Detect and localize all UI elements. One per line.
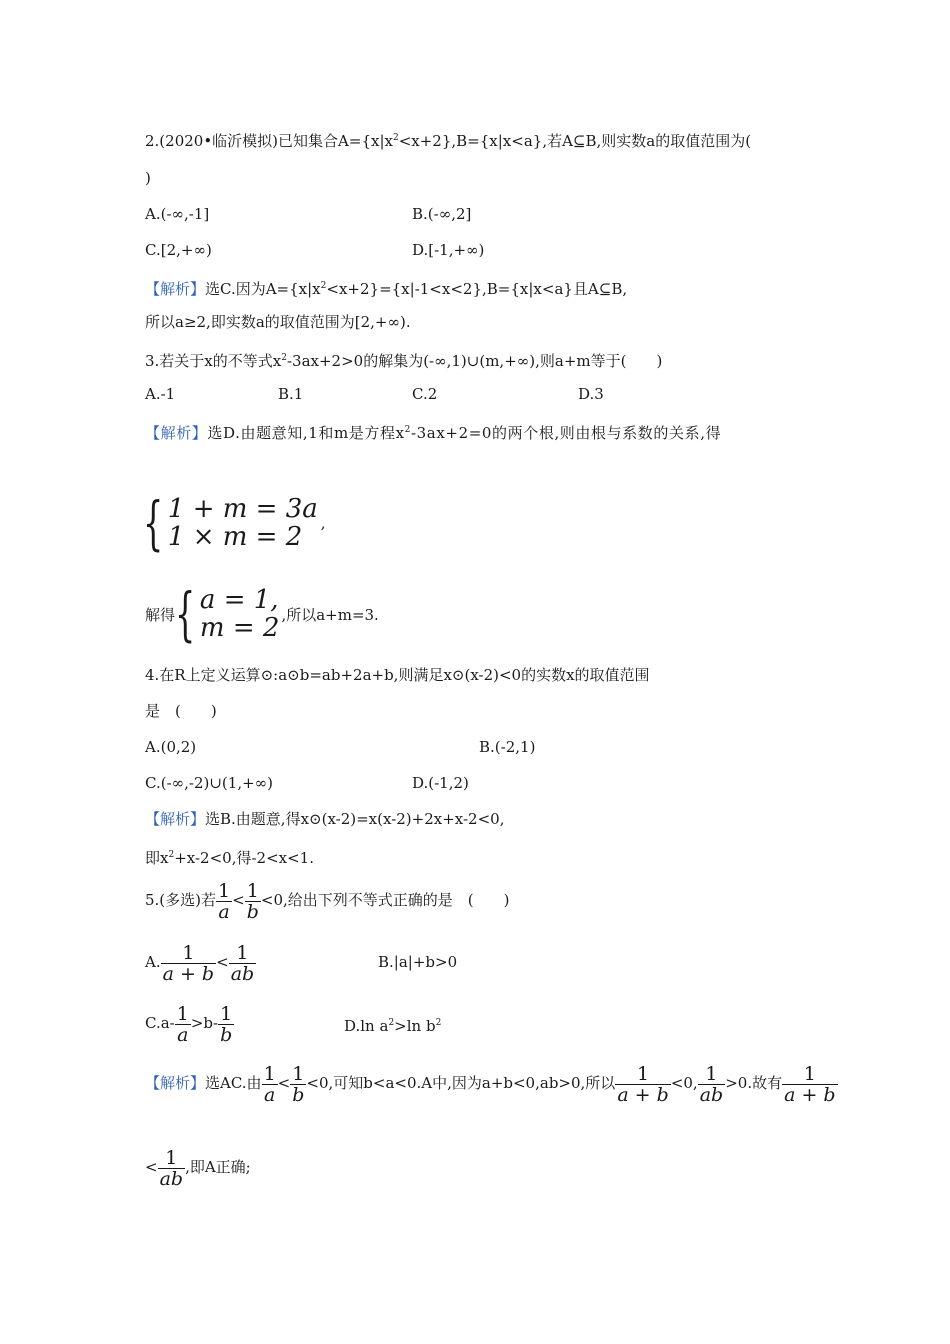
q2-stem: 2.(2020•临沂模拟)已知集合$A=\{x|x^2<x+2\},B=\{x|x<a\}$,若A⊆B,则实数a的取值范围为( — [145, 132, 752, 150]
q2-option-d: D.[-1,+∞) — [412, 241, 485, 259]
equation-system-2-line: 解得 { a = 1, m = 2 ,所以a+m=3. — [145, 580, 379, 648]
q4-option-b: B.(-2,1) — [479, 738, 536, 756]
jiexi-tag: 【解析】 — [145, 424, 208, 442]
q5-option-b: B.|a|+b>0 — [378, 953, 458, 971]
fraction: $\frac{1}{ab}$ — [230, 941, 255, 985]
fraction: $\frac{1}{ab}$ — [699, 1062, 724, 1106]
q4-stem: 4.在R上定义运算⊙:a⊙b=ab+2a+b,则满足x⊙(x-2)<0的实数x的取值范围 — [145, 666, 650, 684]
system-row: m = 2 — [199, 613, 280, 643]
q2-option-c: C.[2,+∞) — [145, 241, 212, 259]
q3-option-a: A.-1 — [145, 385, 176, 403]
left-brace: { — [175, 580, 196, 648]
fraction: $\frac{1}{b}$ — [220, 1002, 233, 1046]
q3-option-d: D.3 — [578, 385, 604, 403]
q4-option-d: D.(-1,2) — [412, 774, 469, 792]
q3-option-c: C.2 — [412, 385, 438, 403]
q3-option-b: B.1 — [278, 385, 304, 403]
q2-answer: 【解析】选C.因为$A=\{x|x^2<x+2\}=\{x|-1<x<2\},B=\{x|x<a\}$且A⊆B, — [145, 280, 628, 298]
q3-answer: 【解析】选D.由题意知,1和m是方程$x^2-3ax+2=0$的两个根,则由根与系数的关系,得 — [145, 424, 722, 442]
q5-answer-cont: < $\frac{1}{ab}$ ,即A正确; — [145, 1146, 251, 1190]
system-row: a = 1, — [199, 585, 279, 615]
q5-option-a: A. $\frac{1}{a + b}$ < $\frac{1}{ab}$ — [145, 941, 255, 985]
q4-stem-cont: 是 ( ) — [145, 702, 217, 720]
jiexi-tag: 【解析】 — [145, 280, 206, 298]
fraction: $\frac{1}{b}$ — [292, 1062, 305, 1106]
equation-system-1: { 1 + m = 3a 1 × m = 2 , — [143, 489, 326, 557]
q2-answer-cont: 所以a≥2,即实数a的取值范围为[2,+∞). — [145, 313, 411, 331]
q2-option-a: A.(-∞,-1] — [145, 205, 210, 223]
q4-answer: 【解析】选B.由题意,得x⊙(x-2)=x(x-2)+2x+x-2<0, — [145, 810, 505, 828]
fraction: $\frac{1}{a + b}$ — [784, 1062, 836, 1106]
q5-stem: 5.(多选)若 $\frac{1}{a}$ < $\frac{1}{b}$ <0,给出下列不等式正确的是 ( ) — [145, 879, 510, 923]
q5-option-d: D.ln $a^2>\ln$ $b^2$ — [344, 1017, 442, 1035]
fraction: $\frac{1}{a}$ — [176, 1002, 189, 1046]
q2-option-b: B.(-∞,2] — [412, 205, 472, 223]
system-row: 1 × m = 2 — [167, 522, 303, 552]
jiexi-tag: 【解析】 — [145, 1074, 206, 1092]
system-row: 1 + m = 3a — [167, 494, 318, 524]
q5-option-c: C.a- $\frac{1}{a}$ >b- $\frac{1}{b}$ — [145, 1002, 233, 1046]
fraction: $\frac{1}{a + b}$ — [617, 1062, 669, 1106]
fraction: $\frac{1}{a}$ — [218, 879, 231, 923]
left-brace: { — [143, 489, 164, 557]
q3-stem: 3.若关于x的不等式$x^2-3ax+2>0$的解集为(-∞,1)∪(m,+∞),则a+m等于( ) — [145, 352, 663, 370]
q4-answer-cont: 即$x^2+x-2<0$,得-2<x<1. — [145, 849, 314, 867]
q2-stem-cont: ) — [145, 169, 151, 187]
q5-answer: 【解析】选AC.由 $\frac{1}{a}$ < $\frac{1}{b}$ <0,可知b<a<0.A中,因为a+b<0,ab>0,所以 $\frac{1}{a + b}$ <0, $\frac{1}{ab}$ >0.故有 $\frac{1}{a + b}$ — [145, 1062, 836, 1106]
fraction: $\frac{1}{ab}$ — [159, 1146, 184, 1190]
q4-option-c: C.(-∞,-2)∪(1,+∞) — [145, 774, 274, 792]
jiexi-tag: 【解析】 — [145, 810, 206, 828]
fraction: $\frac{1}{a}$ — [263, 1062, 276, 1106]
fraction: $\frac{1}{b}$ — [246, 879, 259, 923]
fraction: $\frac{1}{a + b}$ — [162, 941, 215, 985]
q4-option-a: A.(0,2) — [145, 738, 197, 756]
